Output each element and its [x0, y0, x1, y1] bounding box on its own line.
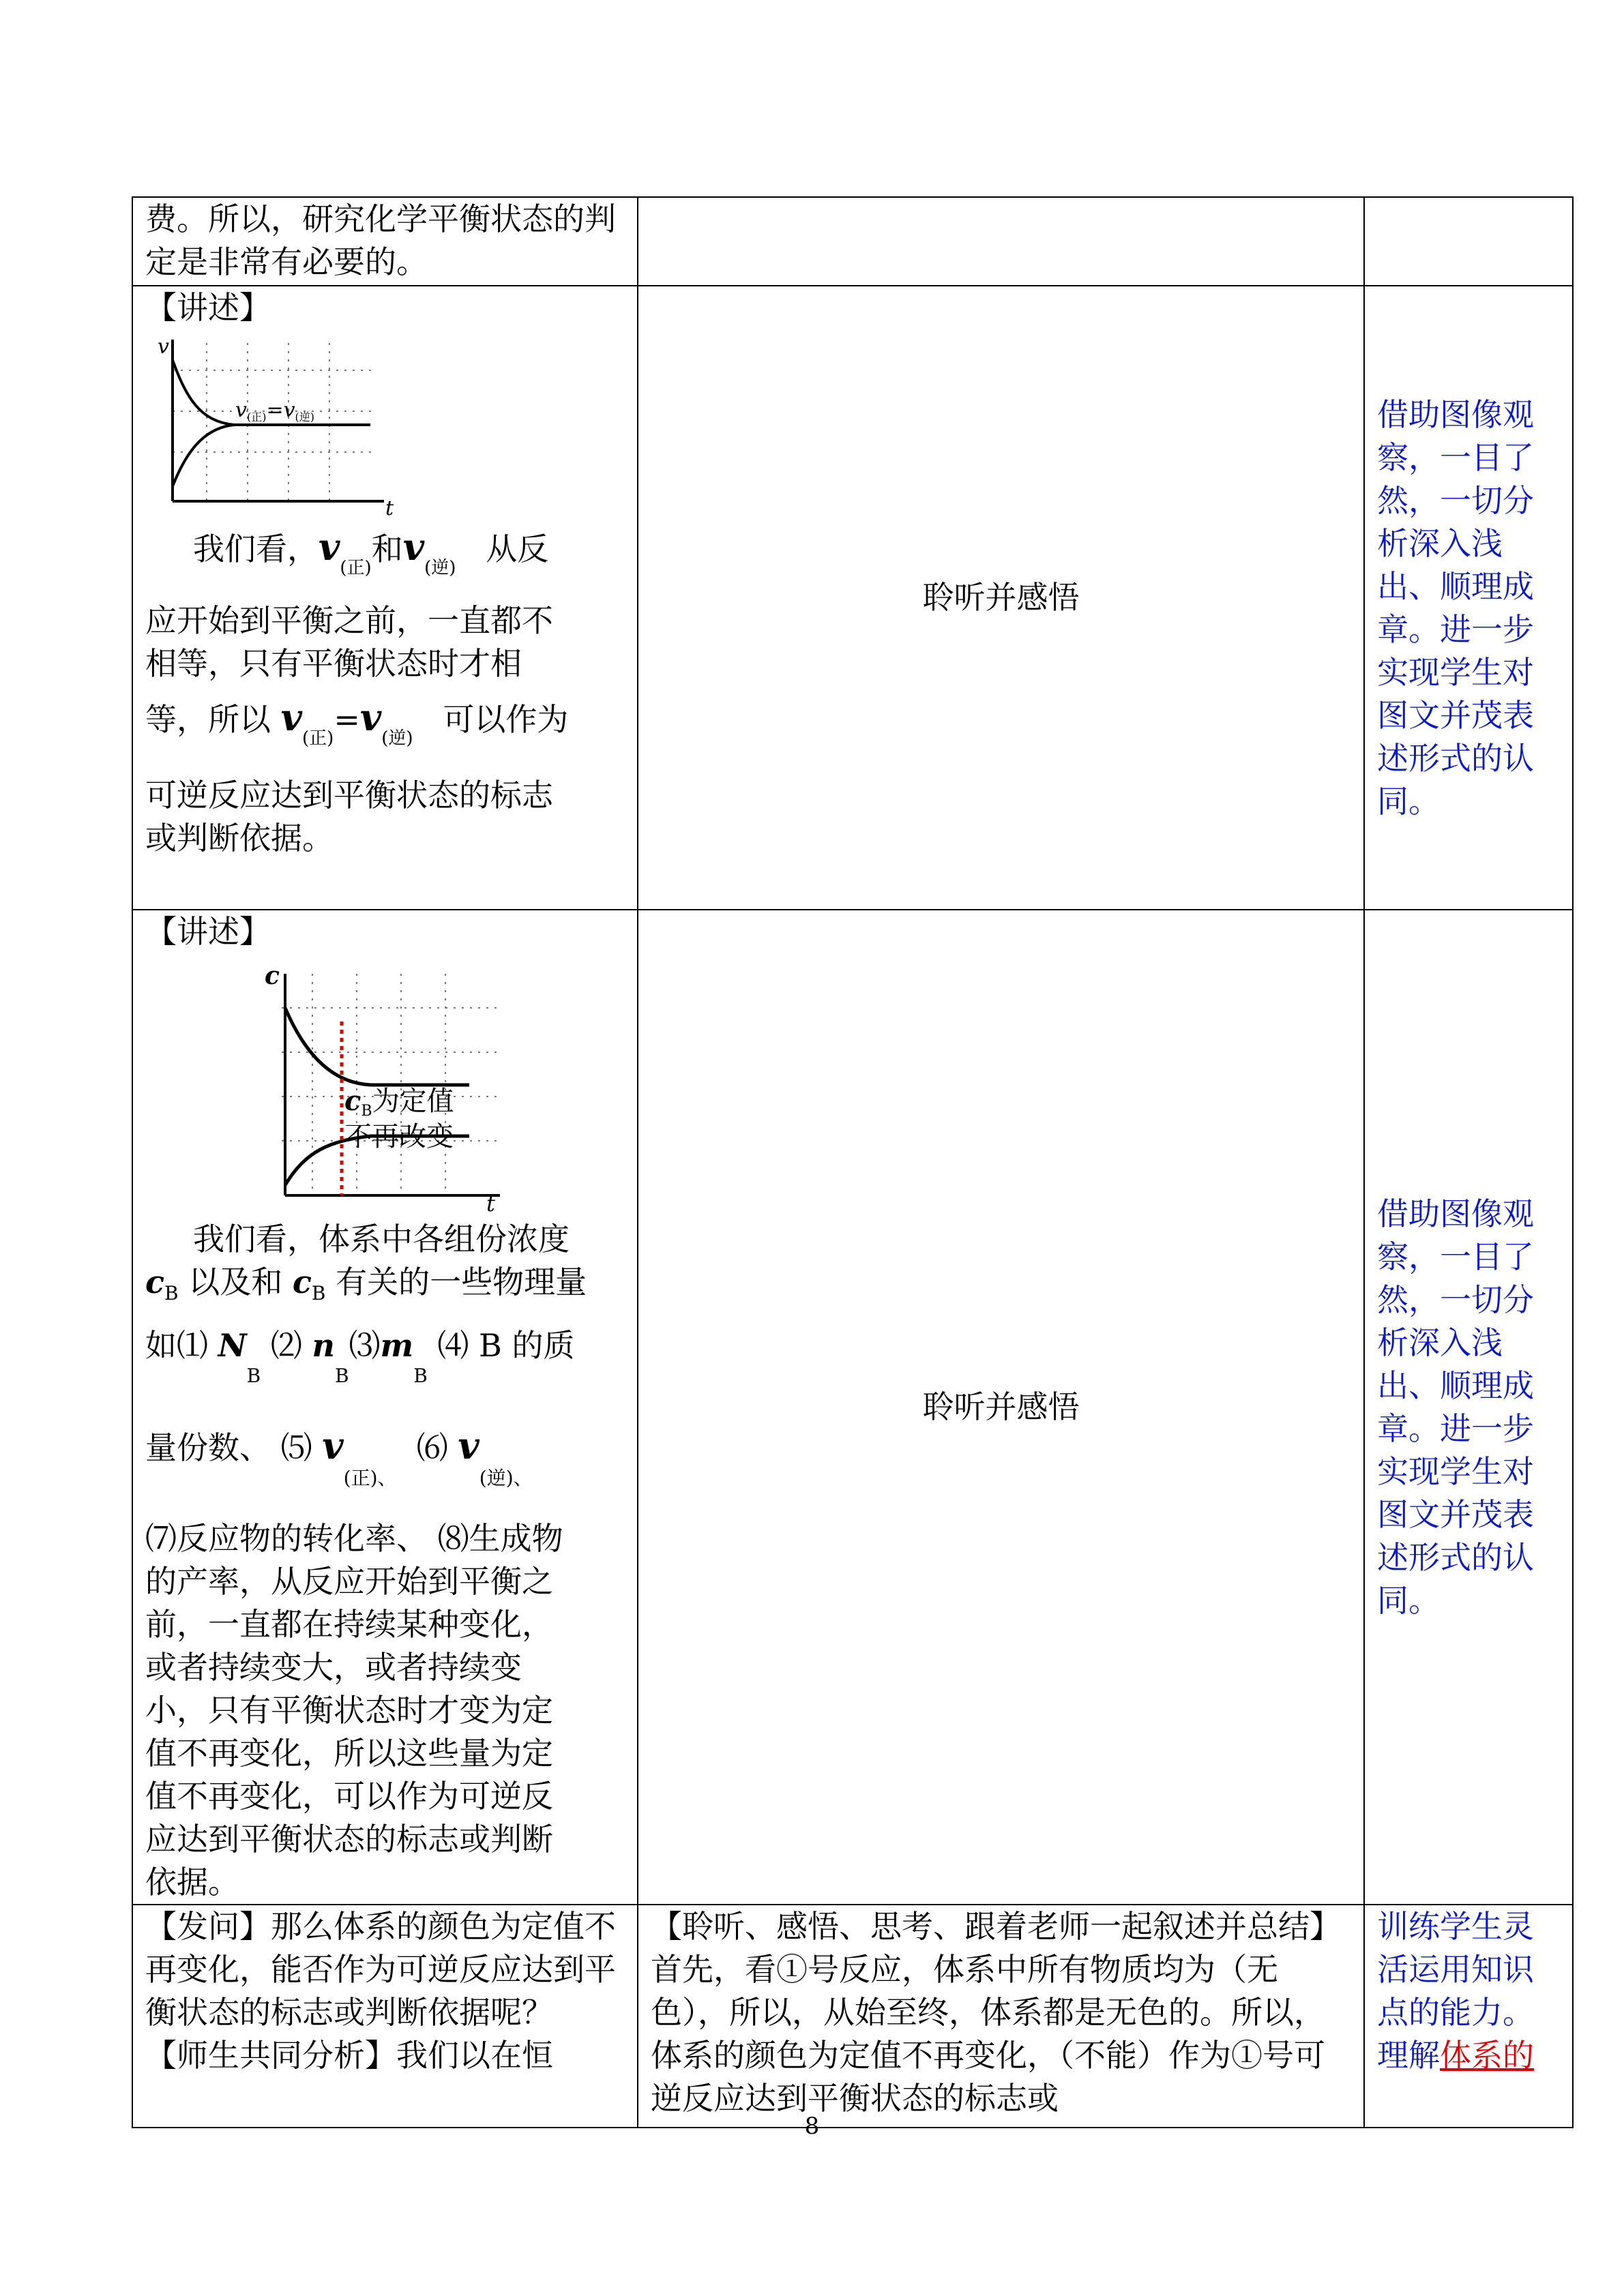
paragraph-line: 值不再变化，可以作为可逆反 — [145, 1778, 553, 1815]
teacher-cell — [132, 286, 638, 910]
reverse-rate-curve — [173, 425, 234, 486]
paragraph-line: 应达到平衡状态的标志或判断 — [145, 1821, 553, 1858]
paragraph-line: 前，一直都在持续某种变化， — [145, 1606, 553, 1643]
paragraph-line: 小，只有平衡状态时才变为定 — [145, 1692, 553, 1729]
graph-note-line1: $c_B$为定值 — [344, 1085, 454, 1120]
paragraph-line: 相等，只有平衡状态时才相 — [145, 645, 522, 682]
lesson-table — [132, 196, 1574, 2128]
table-row — [132, 197, 1573, 286]
paragraph-line: 我们看，体系中各组份浓度 — [193, 1221, 570, 1257]
paragraph-line: 可逆反应达到平衡状态的标志 — [145, 777, 553, 814]
student-activity: 聆听并感悟 — [922, 579, 1080, 616]
graph-x-label: t — [385, 496, 394, 520]
paragraph-line: 依据。 — [145, 1864, 239, 1900]
graph-note-line2: 不再改变 — [344, 1121, 454, 1152]
paragraph-line: 量份数、 ⑸ $v_{(正)、}$ ⑹ $v_{(逆)、}$ — [145, 1424, 533, 1489]
paragraph-line: 如⑴ $N_B$ ⑵ $n_B⑶m_B$ ⑷ B 的质 — [145, 1327, 575, 1387]
table-row — [132, 286, 1573, 910]
paragraph-line: 或判断依据。 — [145, 820, 334, 856]
graph-y-label: v — [158, 335, 169, 359]
student-cell — [638, 910, 1364, 1905]
paragraph-line: 值不再变化，所以这些量为定 — [145, 1735, 553, 1772]
student-activity: 【聆听、感悟、思考、跟着老师一起叙述并总结】首先，看①号反应，体系中所有物质均为（无色），所以，从始至终，体系都是无色的。所以，体系的颜色为定值不再变化，（不能）作为①号可逆反应达到平衡状态的标志或 — [651, 1908, 1341, 2117]
purpose-text: 借助图像观察，一目了然，一切分析深入浅出、顺理成章。进一步实现学生对图文并茂表述形式的认同。 — [1377, 396, 1534, 820]
purpose-text: 训练学生灵活运用知识点的能力。理解 — [1377, 1908, 1534, 2074]
purpose-cell — [1364, 197, 1573, 286]
purpose-text: 借助图像观察，一目了然，一切分析深入浅出、顺理成章。进一步实现学生对图文并茂表述形式的认同。 — [1377, 1195, 1534, 1619]
purpose-cell — [1364, 910, 1573, 1905]
purpose-text-highlight: 体系的 — [1440, 2037, 1534, 2074]
teacher-cell — [132, 910, 638, 1905]
paragraph-line: 的产率，从反应开始到平衡之 — [145, 1563, 553, 1600]
teacher-cell — [132, 197, 638, 286]
student-cell — [638, 286, 1364, 910]
purpose-cell — [1364, 286, 1573, 910]
paragraph-line: 应开始到平衡之前，一直都不 — [145, 602, 553, 639]
velocity-time-graph — [145, 329, 432, 520]
table-row — [132, 1905, 1573, 2128]
graph-x-label: t — [486, 1191, 495, 1212]
teacher-analysis: 【师生共同分析】我们以在恒 — [145, 2037, 553, 2074]
student-activity: 聆听并感悟 — [922, 1388, 1080, 1425]
paragraph-line: ⑺反应物的转化率、 ⑻生成物 — [145, 1520, 563, 1557]
teacher-cell — [132, 1905, 638, 2128]
teacher-question: 【发问】那么体系的颜色为定值不再变化，能否作为可逆反应达到平衡状态的标志或判断依据呢？ — [145, 1908, 616, 2031]
section-tag: 【讲述】 — [145, 913, 271, 950]
paragraph-line: 我们看，$v_{(正)}$和$v_{(逆)}$ 从反 — [193, 525, 549, 578]
purpose-cell — [1364, 1905, 1573, 2128]
teacher-text: 费。所以，研究化学平衡状态的判定是非常有必要的。 — [145, 200, 616, 280]
paragraph-line: 等，所以 $v_{(正)}=v_{(逆)}$ 可以作为 — [145, 696, 569, 749]
paragraph-line: $c_B$ 以及和 $c_B$ 有关的一些物理量 — [145, 1264, 587, 1304]
page-number: 8 — [804, 2113, 820, 2140]
student-cell — [638, 1905, 1364, 2128]
graph-v-label: $v_{(正)}=v_{(逆)}$ — [235, 398, 315, 423]
concentration-time-graph — [145, 953, 555, 1212]
section-tag: 【讲述】 — [145, 289, 271, 326]
paragraph-line: 或者持续变大，或者持续变 — [145, 1649, 522, 1686]
student-cell — [638, 197, 1364, 286]
table-row — [132, 910, 1573, 1905]
graph-y-label: c — [265, 961, 280, 990]
